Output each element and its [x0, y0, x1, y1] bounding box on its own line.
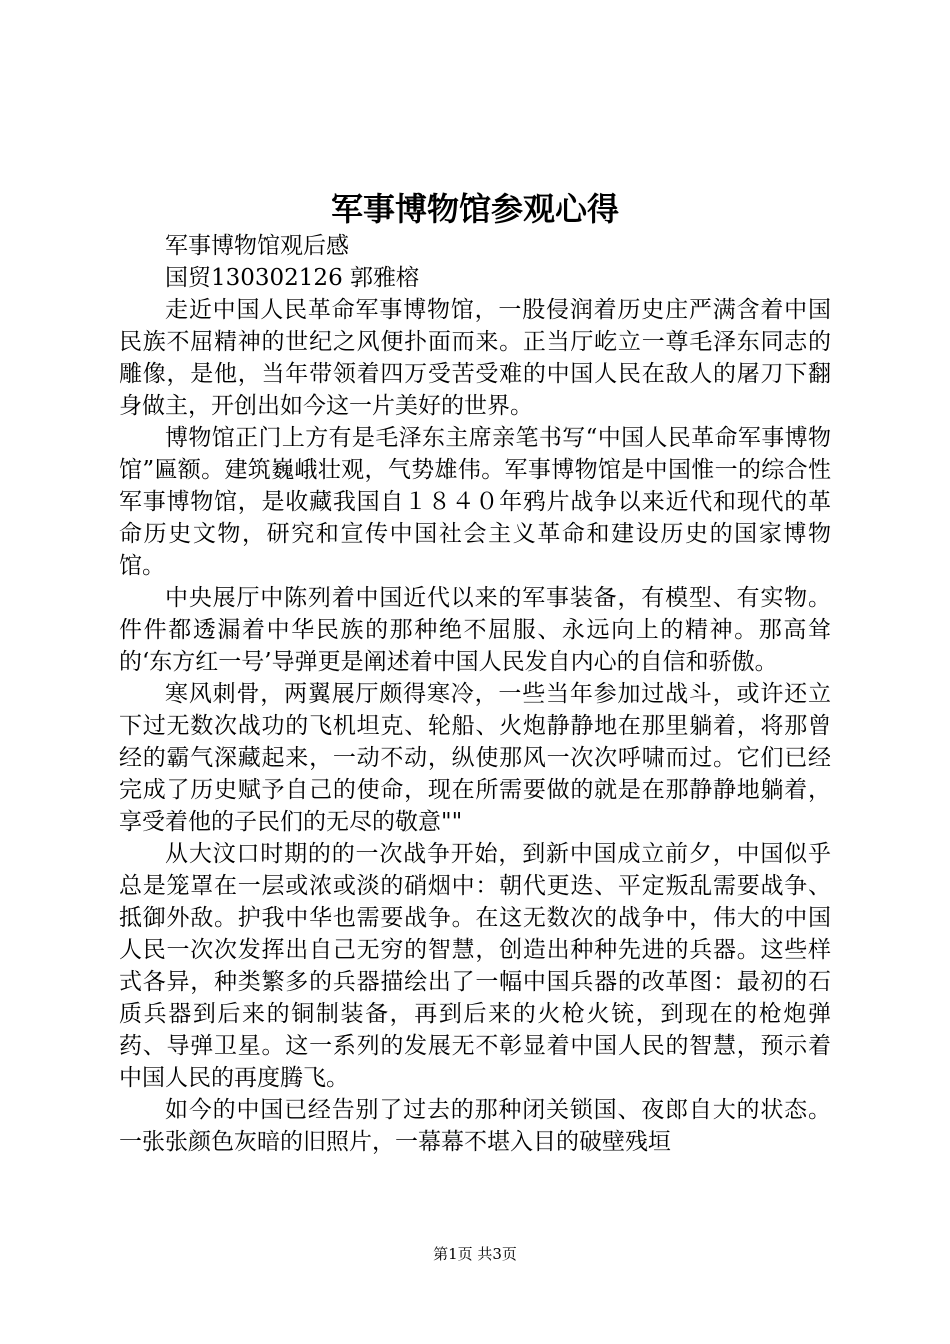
document-body — [119, 230, 831, 1158]
document-subtitle: 军事博物馆观后感 — [165, 233, 349, 259]
document-title: 军事博物馆参观心得 — [330, 190, 619, 228]
author-line: 国贸130302126 郭雅榕 — [165, 265, 420, 291]
page-footer: 第1页 共3页 — [433, 1245, 517, 1263]
paragraph: 走近中国人民革命军事博物馆，一股侵润着历史庄严满含着中国民族不屈精神的世纪之风便扑面而来。正当厅屹立一尊毛泽东同志的雕像，是他，当年带领着四万受苦受难的中国人民在敌人的屠刀下翻身做主，开创出如今这一片美好的世界。 — [119, 297, 831, 419]
paragraph: 从大汶口时期的的一次战争开始，到新中国成立前夕，中国似乎总是笼罩在一层或浓或淡的硝烟中：朝代更迭、平定叛乱需要战争、抵御外敌。护我中华也需要战争。在这无数次的战争中，伟大的中国人民一次次发挥出自己无穷的智慧，创造出种种先进的兵器。这些样式各异，种类繁多的兵器描绘出了一幅中国兵器的改革图：最初的石质兵器到后来的铜制装备，再到后来的火枪火铳，到现在的枪炮弹药、导弹卫星。这一系列的发展无不彰显着中国人民的智慧，预示着中国人民的再度腾飞。 — [119, 841, 831, 1091]
paragraph: 中央展厅中陈列着中国近代以来的军事装备，有模型、有实物。件件都透漏着中华民族的那种绝不屈服、永远向上的精神。那高耸的‘东方红一号’导弹更是阐述着中国人民发自内心的自信和骄傲。 — [119, 585, 831, 675]
paragraph: 博物馆正门上方有是毛泽东主席亲笔书写“中国人民革命军事博物馆”匾额。建筑巍峨壮观，气势雄伟。军事博物馆是中国惟一的综合性军事博物馆，是收藏我国自１８４０年鸦片战争以来近代和现代的革命历史文物，研究和宣传中国社会主义革命和建设历史的国家博物馆。 — [119, 425, 831, 579]
paragraph: 如今的中国已经告别了过去的那种闭关锁国、夜郎自大的状态。一张张颜色灰暗的旧照片，一幕幕不堪入目的破壁残垣 — [119, 1097, 831, 1155]
paragraph: 寒风刺骨，两翼展厅颇得寒冷，一些当年参加过战斗，或许还立下过无数次战功的飞机坦克、轮船、火炮静静地在那里躺着，将那曾经的霸气深藏起来，一动不动，纵使那风一次次呼啸而过。它们已经完成了历史赋予自己的使命，现在所需要做的就是在那静静地躺着，享受着他的子民们的无尽的敬意"" — [119, 681, 831, 835]
